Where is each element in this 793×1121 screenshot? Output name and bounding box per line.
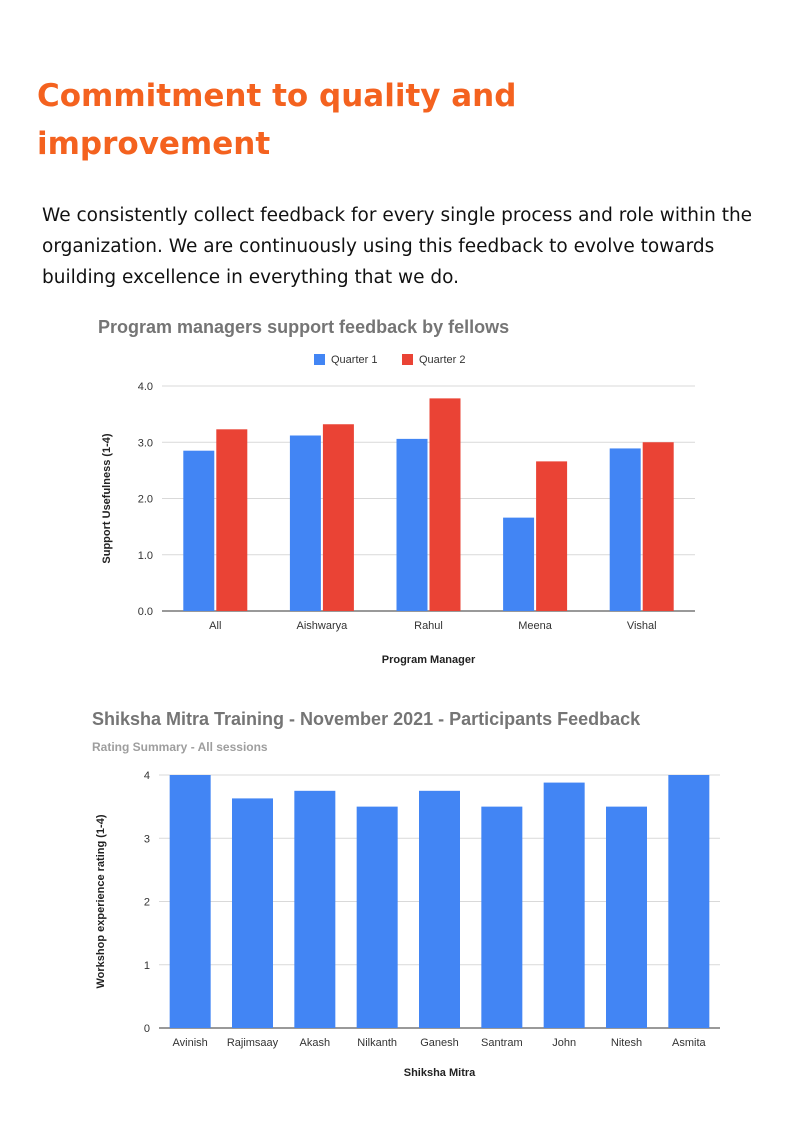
x-tick-label: Santram [481,1037,523,1049]
bar-asmita [668,775,709,1028]
y-tick-label: 1.0 [137,549,153,562]
legend-label-0: Quarter 1 [331,354,378,366]
shiksha-mitra-feedback-chart [0,695,793,1090]
y-tick-label: 2.0 [137,493,153,506]
chart-title: Shiksha Mitra Training - November 2021 - Participants Feedback [92,709,641,729]
x-tick-label: John [552,1037,577,1049]
y-tick-label: 0 [143,1023,150,1035]
chart-title: Program managers support feedback by fellows [98,317,510,337]
x-tick-label: Asmita [672,1037,706,1049]
x-tick-label: Aishwarya [296,620,348,632]
legend-swatch-0 [314,354,325,365]
bar-nitesh [606,807,647,1028]
x-tick-label: Vishal [626,620,657,632]
y-tick-label: 3 [143,833,150,846]
legend-swatch-1 [402,354,413,365]
bar-all-series-0 [183,451,214,611]
bar-john [544,783,585,1028]
y-tick-label: 0.0 [137,606,153,618]
x-tick-label: All [209,620,222,632]
bar-nilkanth [357,807,398,1028]
intro-paragraph: We consistently collect feedback for every single process and role within the organization. We are continuously using this feedback to evolve towards building excellence in everything that we do. [42,205,753,288]
x-tick-label: Rajimsaay [226,1037,279,1049]
y-tick-label: 3.0 [137,437,153,450]
page-heading: Commitment to quality and improvement [37,78,517,162]
x-tick-label: Akash [299,1037,331,1049]
y-axis-label: Workshop experience rating (1-4) [95,814,107,989]
x-axis-label: Program Manager [381,654,476,666]
x-tick-label: Rahul [414,620,443,632]
bar-all-series-1 [216,429,247,611]
y-axis-label: Support Usefulness (1-4) [101,433,113,564]
bar-ganesh [419,791,460,1028]
bar-rajimsaay [232,798,273,1028]
x-tick-label: Ganesh [420,1037,459,1049]
bar-avinish [170,775,211,1028]
bar-rahul-series-1 [430,398,461,611]
y-tick-label: 4 [143,770,150,782]
y-tick-label: 1 [143,959,150,972]
bar-meena-series-0 [503,518,534,611]
legend-label-1: Quarter 2 [419,354,466,366]
x-tick-label: Avinish [172,1037,208,1049]
x-tick-label: Nilkanth [357,1037,398,1049]
bar-akash [294,791,335,1028]
bar-vishal-series-1 [643,442,674,611]
x-tick-label: Meena [518,620,552,632]
bar-aishwarya-series-0 [290,436,321,612]
chart-subtitle: Rating Summary - All sessions [92,740,268,754]
pm-support-feedback-chart [0,300,793,675]
bar-meena-series-1 [536,461,567,611]
bar-rahul-series-0 [397,439,428,611]
bar-vishal-series-0 [610,448,641,611]
x-axis-label: Shiksha Mitra [403,1067,476,1079]
y-tick-label: 4.0 [137,381,153,393]
bar-santram [481,807,522,1028]
bar-aishwarya-series-1 [323,424,354,611]
x-tick-label: Nitesh [610,1037,643,1049]
y-tick-label: 2 [143,896,150,909]
